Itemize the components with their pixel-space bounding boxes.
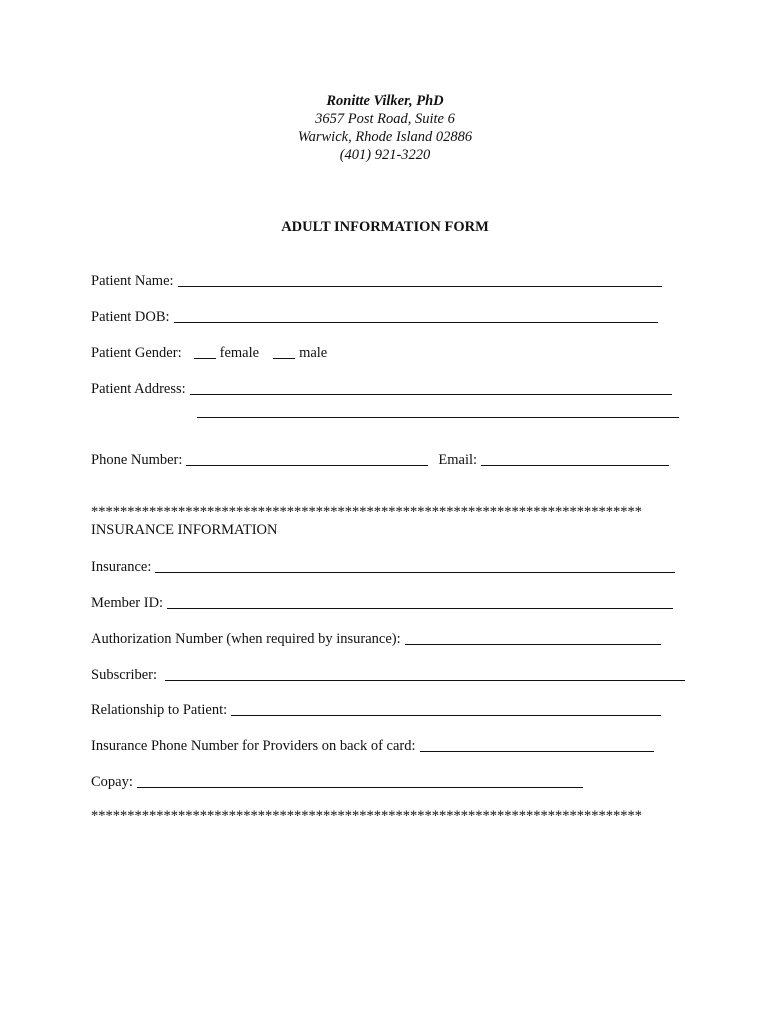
authorization-field (91, 628, 661, 648)
patient-address-field (91, 378, 672, 398)
email-input[interactable] (481, 451, 669, 466)
patient-name-field (91, 270, 662, 290)
provider-phone-label: Insurance Phone Number for Providers on back of card: (91, 738, 416, 754)
provider-name: Ronitte Vilker, PhD (326, 93, 444, 109)
provider-phone-field (91, 735, 654, 755)
provider-phone: (401) 921-3220 (339, 147, 431, 163)
provider-phone-input[interactable] (420, 737, 654, 752)
relationship-input[interactable] (231, 701, 661, 716)
relationship-label: Relationship to Patient: (91, 702, 228, 718)
patient-name-label: Patient Name: (91, 273, 174, 289)
gender-female-blank[interactable] (194, 344, 216, 359)
insurance-input[interactable] (155, 558, 675, 573)
form-title: ADULT INFORMATION FORM (281, 219, 489, 235)
gender-female-option: female (219, 345, 260, 361)
member-id-field (91, 592, 673, 612)
separator-bottom: **************************************************************************** (91, 808, 642, 824)
letterhead (0, 92, 770, 164)
copay-input[interactable] (137, 773, 583, 788)
gender-male-option: male (299, 345, 328, 361)
patient-name-input[interactable] (178, 272, 662, 287)
patient-address-input[interactable] (190, 380, 672, 395)
authorization-input[interactable] (405, 630, 661, 645)
relationship-field (91, 699, 661, 719)
copay-field (91, 771, 583, 791)
member-id-input[interactable] (167, 594, 673, 609)
subscriber-field (91, 664, 685, 684)
insurance-label: Insurance: (91, 559, 152, 575)
patient-dob-label: Patient DOB: (91, 309, 170, 325)
patient-gender-field (91, 342, 341, 362)
insurance-field (91, 556, 675, 576)
provider-street: 3657 Post Road, Suite 6 (315, 111, 455, 127)
separator-top: **************************************************************************** (91, 504, 642, 520)
insurance-heading: INSURANCE INFORMATION (91, 522, 278, 538)
subscriber-label: Subscriber: (91, 667, 158, 683)
copay-label: Copay: (91, 774, 133, 790)
phone-number-label: Phone Number: (91, 452, 183, 468)
gender-male-blank[interactable] (273, 344, 295, 359)
email-label: Email: (438, 452, 478, 468)
member-id-label: Member ID: (91, 595, 164, 611)
provider-city: Warwick, Rhode Island 02886 (297, 129, 473, 145)
patient-address-line-2[interactable] (197, 417, 679, 418)
subscriber-input[interactable] (165, 666, 685, 681)
authorization-label: Authorization Number (when required by insurance): (91, 631, 401, 647)
patient-dob-input[interactable] (174, 308, 658, 323)
phone-number-input[interactable] (186, 451, 428, 466)
patient-gender-label: Patient Gender: (91, 345, 182, 361)
phone-email-field (91, 449, 669, 469)
patient-dob-field (91, 306, 658, 326)
patient-address-label: Patient Address: (91, 381, 186, 397)
